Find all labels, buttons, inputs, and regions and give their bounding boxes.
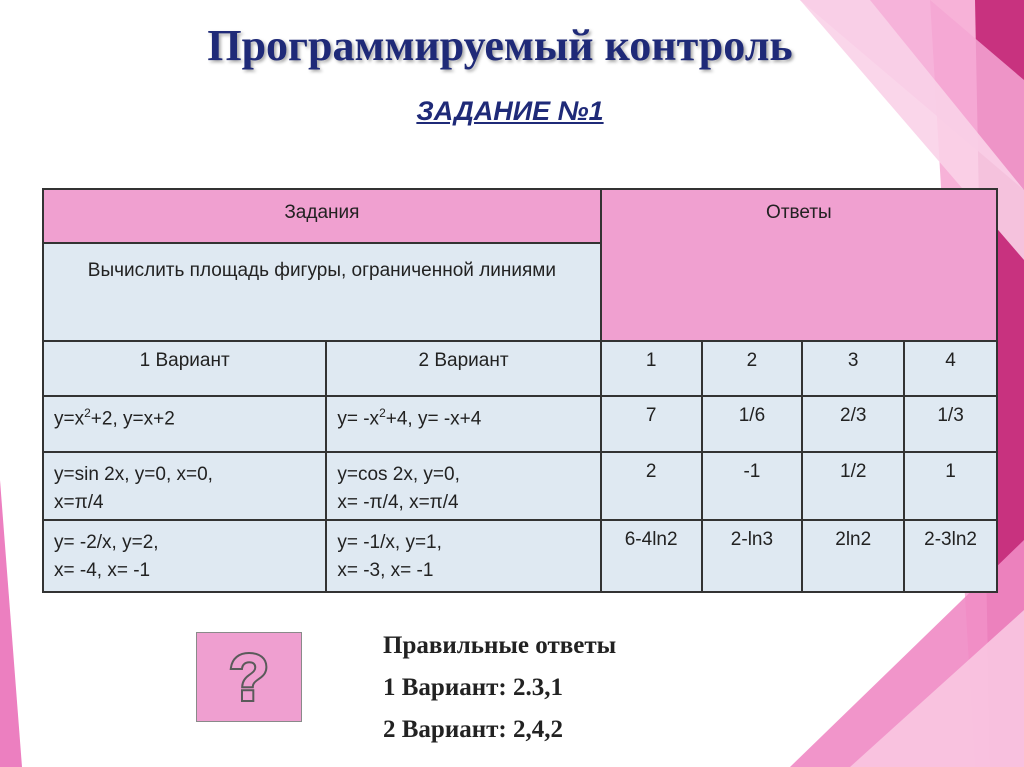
variant2-answer: 2 Вариант: 2,4,2 <box>383 716 563 743</box>
formula-part: +4, y= -x+4 <box>385 408 482 430</box>
answer-cell: 2-3ln2 <box>904 520 997 592</box>
answer-cell: 1/2 <box>802 452 904 520</box>
variant2-task <box>326 520 600 592</box>
formula-line: y=cos 2x, y=0, <box>337 464 460 485</box>
variant1-task <box>43 452 326 520</box>
variant2-task <box>326 396 600 452</box>
answer-cell: -1 <box>702 452 803 520</box>
formula-line: x= -π/4, x=π/4 <box>337 491 459 513</box>
formula-exponent: 2 <box>379 406 386 420</box>
formula-line: y= -2/x, y=2, <box>54 532 159 553</box>
decor-triangle-bottom-left <box>0 480 22 767</box>
answer-number: 2 <box>702 341 803 396</box>
correct-answers <box>383 625 616 751</box>
help-button[interactable] <box>196 632 302 722</box>
variant1-task <box>43 396 326 452</box>
formula-exponent: 2 <box>84 406 91 420</box>
formula-line: x= -4, x= -1 <box>54 559 151 581</box>
formula-line: y= -1/x, y=1, <box>337 532 442 553</box>
page-title: Программируемый контроль <box>207 21 793 70</box>
variant1-answer: 1 Вариант: 2.3,1 <box>383 674 563 701</box>
task-description: Вычислить площадь фигуры, ограниченной линиями <box>43 243 601 341</box>
variant2-header: 2 Вариант <box>326 341 600 396</box>
table-row <box>43 396 997 452</box>
answer-cell: 1/3 <box>904 396 997 452</box>
answer-number: 3 <box>802 341 904 396</box>
question-mark-icon <box>219 645 279 709</box>
answer-cell: 1/6 <box>702 396 803 452</box>
variant1-header: 1 Вариант <box>43 341 326 396</box>
answer-cell: 1 <box>904 452 997 520</box>
formula-part: y=x <box>54 408 85 430</box>
answer-number: 4 <box>904 341 997 396</box>
answer-cell: 7 <box>601 396 702 452</box>
answer-cell: 2/3 <box>802 396 904 452</box>
table-row <box>43 452 997 520</box>
tasks-table <box>42 188 998 593</box>
answer-cell: 6-4ln2 <box>601 520 702 592</box>
answer-cell: 2 <box>601 452 702 520</box>
formula-line: x=π/4 <box>54 491 104 513</box>
tasks-header: Задания <box>43 189 601 243</box>
answer-cell: 2-ln3 <box>702 520 803 592</box>
answer-cell: 2ln2 <box>802 520 904 592</box>
formula-part: +2, y=x+2 <box>90 408 175 430</box>
variant1-task <box>43 520 326 592</box>
table-row <box>43 520 997 592</box>
correct-answers-heading: Правильные ответы <box>383 632 617 659</box>
variant2-task <box>326 452 600 520</box>
task-subtitle: ЗАДАНИЕ №1 <box>416 96 604 126</box>
answers-header: Ответы <box>601 189 997 341</box>
answer-number: 1 <box>601 341 702 396</box>
formula-part: y= -x <box>337 408 380 430</box>
formula-line: y=sin 2x, y=0, x=0, <box>54 464 213 485</box>
question-glyph: ? <box>228 645 270 709</box>
formula-line: x= -3, x= -1 <box>337 559 434 581</box>
